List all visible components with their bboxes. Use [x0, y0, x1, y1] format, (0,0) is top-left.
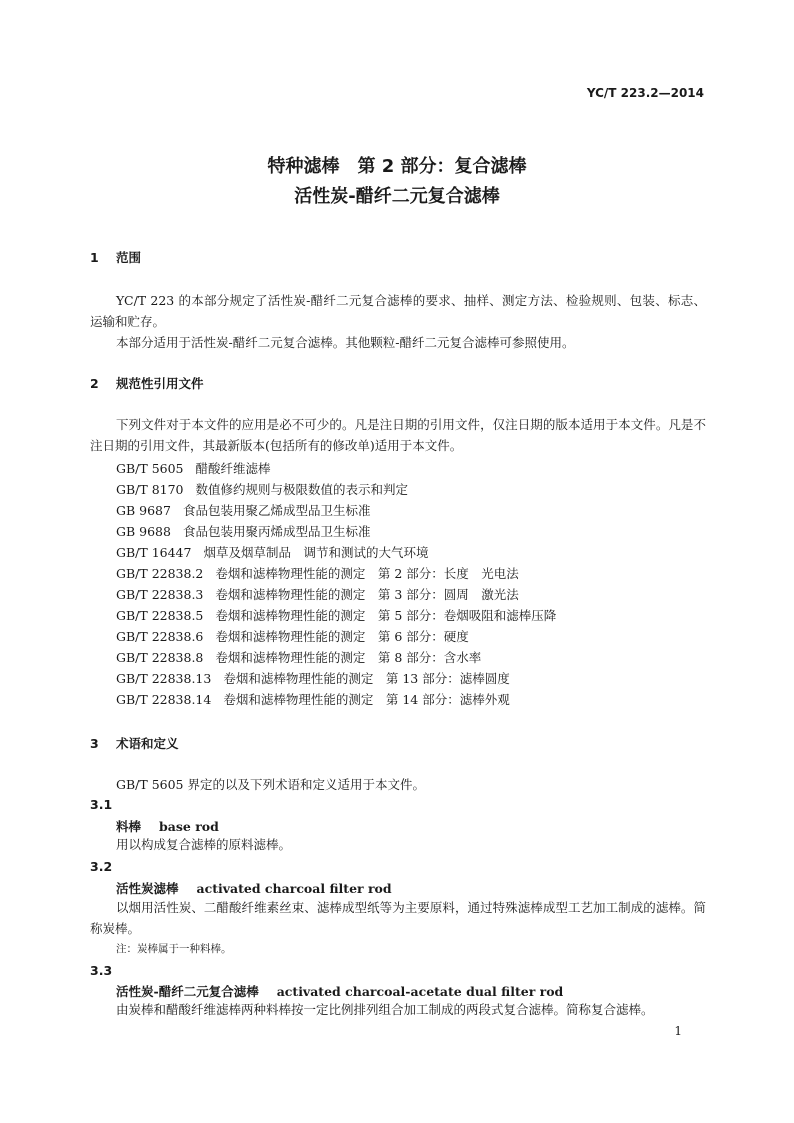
reference-title: 数值修约规则与极限数值的表示和判定 — [195, 482, 409, 497]
reference-item — [116, 669, 510, 687]
section-number: 2 — [90, 376, 99, 391]
reference-title: 卷烟和滤棒物理性能的测定 第 3 部分：圆周 激光法 — [215, 587, 519, 602]
section-number: 3 — [90, 736, 99, 751]
term-definition: 用以构成复合滤棒的原料滤棒。 — [116, 837, 292, 852]
reference-code: GB/T 22838.2 — [116, 566, 204, 581]
reference-title: 醋酸纤维滤棒 — [195, 461, 271, 476]
term-name — [116, 817, 219, 835]
document-title-line2: 活性炭-醋纤二元复合滤棒 — [294, 186, 500, 207]
term-number: 3.3 — [90, 963, 113, 978]
term-name-cn: 活性炭-醋纤二元复合滤棒 — [116, 984, 259, 999]
section-title: 术语和定义 — [116, 736, 179, 751]
reference-item — [116, 648, 481, 666]
reference-item — [116, 564, 519, 582]
reference-item — [116, 627, 469, 645]
reference-code: GB/T 8170 — [116, 482, 184, 497]
reference-title: 卷烟和滤棒物理性能的测定 第 6 部分：硬度 — [215, 629, 469, 644]
reference-code: GB/T 22838.14 — [116, 692, 212, 707]
reference-code: GB 9688 — [116, 524, 171, 539]
reference-title: 卷烟和滤棒物理性能的测定 第 5 部分：卷烟吸阻和滤棒压降 — [215, 608, 557, 623]
reference-item — [116, 606, 556, 624]
term-note: 注：炭棒属于一种料棒。 — [116, 943, 232, 955]
reference-item — [116, 522, 370, 540]
reference-title: 卷烟和滤棒物理性能的测定 第 14 部分：滤棒外观 — [223, 692, 510, 707]
reference-title: 卷烟和滤棒物理性能的测定 第 13 部分：滤棒圆度 — [223, 671, 510, 686]
section-title: 范围 — [116, 250, 142, 265]
term-definition: 以烟用活性炭、二醋酸纤维素丝束、滤棒成型纸等为主要原料，通过特殊滤棒成型工艺加工制成的滤棒。简称炭棒。 — [90, 900, 706, 936]
reference-code: GB/T 22838.5 — [116, 608, 204, 623]
term-name-cn: 料棒 — [116, 819, 142, 834]
reference-title: 卷烟和滤棒物理性能的测定 第 8 部分：含水率 — [215, 650, 482, 665]
term-name-en: activated charcoal-acetate dual filter rod — [276, 984, 564, 999]
section-2-heading — [90, 374, 204, 392]
reference-title: 烟草及烟草制品 调节和测试的大气环境 — [203, 545, 429, 560]
reference-item — [116, 480, 408, 498]
reference-code: GB/T 22838.6 — [116, 629, 204, 644]
term-name-en: activated charcoal filter rod — [196, 881, 392, 896]
reference-item — [116, 501, 370, 519]
section-2-intro: 下列文件对于本文件的应用是必不可少的。凡是注日期的引用文件，仅注日期的版本适用于本文件。凡是不注日期的引用文件，其最新版本(包括所有的修改单)适用于本文件。 — [90, 417, 706, 453]
reference-code: GB 9687 — [116, 503, 171, 518]
reference-code: GB/T 22838.3 — [116, 587, 204, 602]
reference-code: GB/T 5605 — [116, 461, 184, 476]
standard-code: YC/T 223.2—2014 — [586, 86, 704, 100]
page-number: 1 — [674, 1024, 682, 1038]
reference-item — [116, 459, 271, 477]
section-1-heading — [90, 248, 141, 266]
section-3-heading — [90, 734, 179, 752]
section-number: 1 — [90, 250, 99, 265]
reference-title: 食品包装用聚丙烯成型品卫生标准 — [182, 524, 371, 539]
section-title: 规范性引用文件 — [116, 376, 204, 391]
term-number: 3.2 — [90, 859, 113, 874]
reference-item — [116, 585, 519, 603]
reference-item — [116, 543, 428, 561]
term-name-en: base rod — [159, 819, 219, 834]
reference-code: GB/T 16447 — [116, 545, 192, 560]
section-1-paragraph-1: YC/T 223 的本部分规定了活性炭-醋纤二元复合滤棒的要求、抽样、测定方法、检验规则、包装、标志、运输和贮存。 — [90, 293, 706, 329]
reference-code: GB/T 22838.13 — [116, 671, 212, 686]
term-name — [116, 982, 563, 1000]
reference-title: 食品包装用聚乙烯成型品卫生标准 — [182, 503, 371, 518]
section-1-paragraph-2: 本部分适用于活性炭-醋纤二元复合滤棒。其他颗粒-醋纤二元复合滤棒可参照使用。 — [116, 335, 575, 350]
term-definition: 由炭棒和醋酸纤维滤棒两种料棒按一定比例排列组合加工制成的两段式复合滤棒。简称复合滤棒。 — [116, 1002, 654, 1017]
reference-title: 卷烟和滤棒物理性能的测定 第 2 部分：长度 光电法 — [215, 566, 519, 581]
term-name-cn: 活性炭滤棒 — [116, 881, 179, 896]
term-name — [116, 879, 392, 897]
reference-item — [116, 690, 510, 708]
term-number: 3.1 — [90, 797, 113, 812]
reference-code: GB/T 22838.8 — [116, 650, 204, 665]
document-title-line1: 特种滤棒 第 2 部分：复合滤棒 — [267, 156, 527, 177]
section-3-intro: GB/T 5605 界定的以及下列术语和定义适用于本文件。 — [116, 777, 425, 792]
